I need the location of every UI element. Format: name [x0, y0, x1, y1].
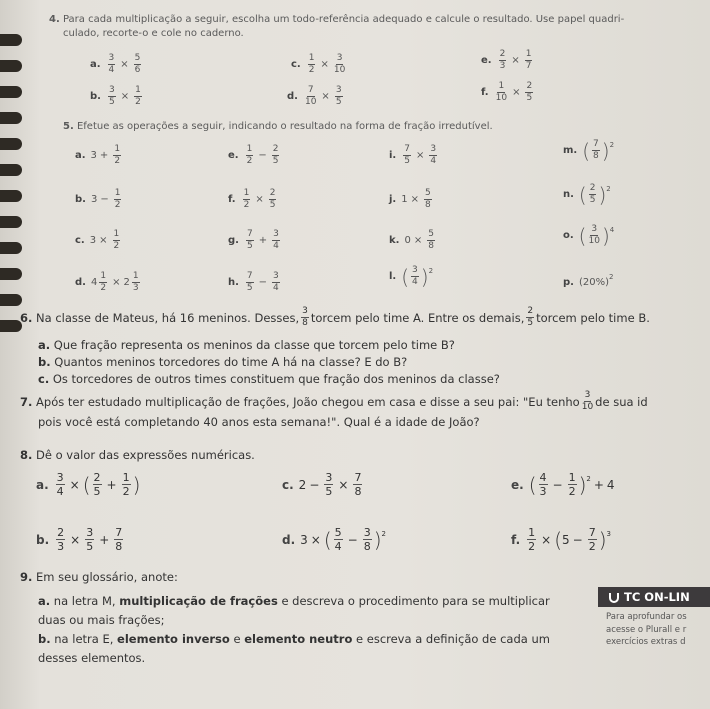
q9-statement: 9. Em seu glossário, anote: [20, 570, 178, 584]
q5-item-e: e. $\frac{1}{2}$ − $\frac{2}{5}$ [228, 144, 279, 166]
q4-item-e: e. $\frac{2}{3}$ × $\frac{1}{7}$ [481, 49, 532, 71]
q8-item-a: a. $\frac{3}{4}$ × ( $\frac{2}{5}$ + $\frac{1}{2}$ ) [36, 471, 141, 498]
tc-online-badge: TC ON-LIN [598, 587, 710, 607]
q5-item-h: h. $\frac{7}{5}$ − $\frac{3}{4}$ [228, 271, 279, 293]
q6-statement: 6. Na classe de Mateus, há 16 meninos. Desses, $\frac{3}{8}$ torcem pelo time A. Entre os demais, $\frac{2}{5}$ torcem pelo time B. [20, 306, 650, 328]
q9-item-a: a. na letra M, multiplicação de frações e descreva o procedimento para se multiplicar [38, 594, 550, 608]
refresh-icon [608, 591, 620, 603]
q5-item-f: f. $\frac{1}{2}$ × $\frac{2}{5}$ [228, 188, 276, 210]
q5-item-i: i. $\frac{7}{5}$ × $\frac{3}{4}$ [389, 144, 437, 166]
q5-item-l: l. ( $\frac{3}{4}$ ) 2 [389, 264, 434, 289]
q5-item-m: m. ( $\frac{7}{8}$ ) 2 [563, 138, 615, 163]
q9-item-a-line2: duas ou mais frações; [38, 613, 165, 627]
q5-item-p: p. (20%) 2 [563, 272, 614, 288]
q5-statement: 5. Efetue as operações a seguir, indicando o resultado na forma de fração irredutível. [63, 121, 493, 132]
q5-item-k: k. 0 × $\frac{5}{8}$ [389, 229, 434, 251]
q6-item-b: b. Quantos meninos torcedores do time A há na classe? E do B? [38, 355, 408, 369]
spiral-binding [0, 0, 24, 709]
q7-statement-line2: pois você está completando 40 anos esta semana!". Qual é a idade de João? [38, 415, 480, 429]
q6-item-a: a. Que fração representa os meninos da classe que torcem pelo time B? [38, 338, 455, 352]
sidebar-line-2: acesse o Plurall e r [606, 625, 687, 635]
q8-statement: 8. Dê o valor das expressões numéricas. [20, 448, 255, 462]
sidebar-line-3: exercícios extras d [606, 637, 686, 647]
q5-item-d: d. 4 $\frac{1}{2}$ × 2 $\frac{1}{3}$ [75, 271, 139, 293]
q5-item-c: c. 3 × $\frac{1}{2}$ [75, 229, 120, 251]
q8-item-c: c. 2 − $\frac{3}{5}$ × $\frac{7}{8}$ [282, 471, 362, 498]
q9-item-b-line2: desses elementos. [38, 651, 146, 665]
q5-item-g: g. $\frac{7}{5}$ + $\frac{3}{4}$ [228, 229, 279, 251]
q5-item-j: j. 1 × $\frac{5}{8}$ [389, 188, 431, 210]
q5-item-b: b. 3 − $\frac{1}{2}$ [75, 188, 121, 210]
q8-item-e: e. ( $\frac{4}{3}$ − $\frac{1}{2}$ ) 2 + 4 [511, 471, 615, 498]
q9-item-b: b. na letra E, elemento inverso e elemento neutro e escreva a definição de cada um [38, 632, 550, 646]
sidebar-line-1: Para aprofundar os [606, 612, 687, 622]
q4-statement: 4. Para cada multiplicação a seguir, escolha um todo-referência adequado e calcule o resultado. Use papel quadri- [49, 14, 625, 25]
q5-item-a: a. 3 + $\frac{1}{2}$ [75, 144, 121, 166]
q4-item-f: f. $\frac{1}{10}$ × $\frac{2}{5}$ [481, 81, 533, 103]
q4-statement-line2: culado, recorte-o e cole no caderno. [63, 28, 244, 39]
q6-item-c: c. Os torcedores de outros times constituem que fração dos meninos da classe? [38, 372, 500, 386]
q4-item-d: d. $\frac{7}{10}$ × $\frac{3}{5}$ [287, 85, 342, 107]
q8-item-d: d. 3 × ( $\frac{5}{4}$ − $\frac{3}{8}$ ) 2 [282, 526, 387, 553]
q8-item-f: f. $\frac{1}{2}$ × ( 5 − $\frac{7}{2}$ ) 3 [511, 526, 611, 553]
q7-statement: 7. Após ter estudado multiplicação de frações, João chegou em casa e disse a seu pai: "Eu tenho $\frac{3}{10}$ de sua id [20, 390, 648, 412]
q5-item-n: n. ( $\frac{2}{5}$ ) 2 [563, 182, 611, 207]
q4-item-a: a. $\frac{3}{4}$ × $\frac{5}{6}$ [90, 53, 141, 75]
q4-item-c: c. $\frac{1}{2}$ × $\frac{3}{10}$ [291, 53, 346, 75]
q8-item-b: b. $\frac{2}{3}$ × $\frac{3}{5}$ + $\frac{7}{8}$ [36, 526, 123, 553]
q4-item-b: b. $\frac{3}{5}$ × $\frac{1}{2}$ [90, 85, 141, 107]
q5-item-o: o. ( $\frac{3}{10}$ ) 4 [563, 223, 615, 248]
